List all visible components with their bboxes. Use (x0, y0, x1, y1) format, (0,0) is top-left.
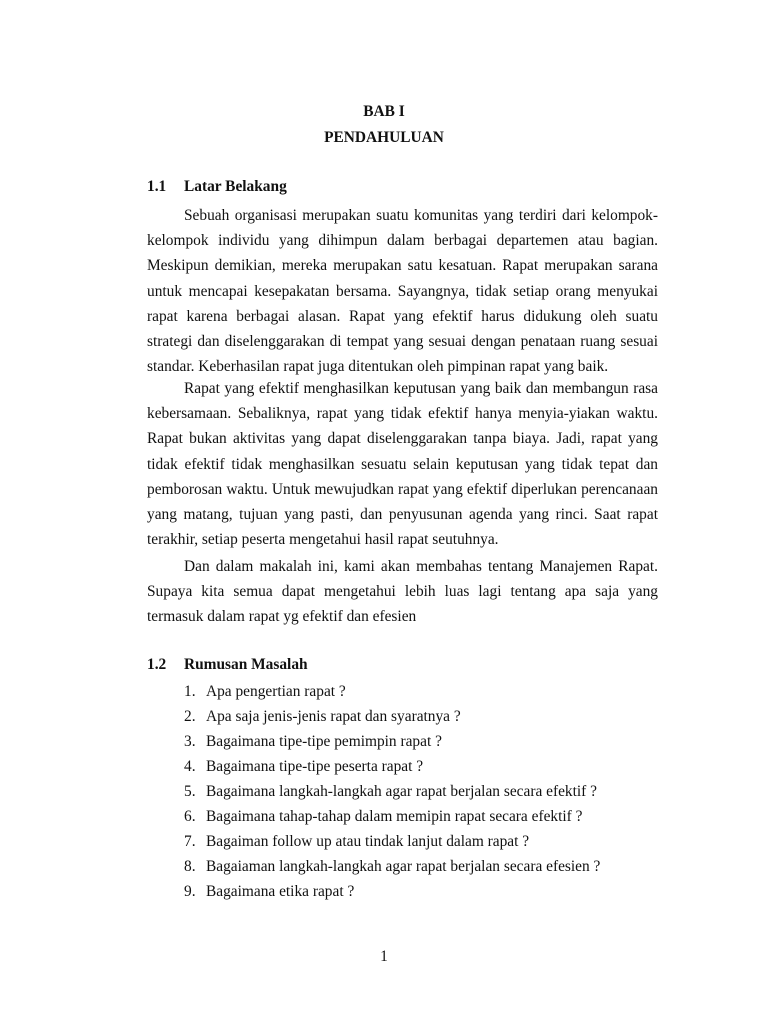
list-item: 8. Bagaiaman langkah-langkah agar rapat berjalan secara efesien ? (184, 858, 601, 875)
list-item: 7. Bagaiman follow up atau tindak lanjut dalam rapat ? (184, 833, 530, 850)
section-title: Latar Belakang (184, 178, 287, 195)
paragraph: Rapat yang efektif menghasilkan keputusan yang baik dan membangun rasa kebersamaan. Sebaliknya, rapat yang tidak efektif hanya menyia-yiakan waktu. Rapat bukan aktivitas yang dapat diselenggarakan tanpa biaya. Jadi, rapat yang tidak efektif tidak menghasilkan sesuatu selain keputusan yang tidak tepat dan pemborosan waktu. Untuk mewujudkan rapat yang efektif diperlukan perencanaan yang matang, tujuan yang pasti, dan penyusunan agenda yang rinci. Saat rapat terakhir, setiap peserta mengetahui hasil rapat seutuhnya. (147, 380, 658, 549)
problem-list (184, 679, 600, 904)
chapter-label: BAB I (363, 103, 405, 120)
list-item: 4. Bagaimana tipe-tipe peserta rapat ? (184, 758, 424, 775)
section-heading-latar-belakang (147, 178, 287, 196)
paragraph: Dan dalam makalah ini, kami akan membahas tentang Manajemen Rapat. Supaya kita semua dapat mengetahui lebih luas lagi tentang apa saja yang termasuk dalam rapat yg efektif dan efesien (147, 558, 658, 626)
section-number: 1.1 (147, 178, 167, 195)
section-heading-rumusan-masalah (147, 656, 308, 674)
list-item: 2. Apa saja jenis-jenis rapat dan syaratnya ? (184, 708, 461, 725)
list-item: 1. Apa pengertian rapat ? (184, 683, 346, 700)
section-title: Rumusan Masalah (184, 656, 308, 673)
page-number: 1 (380, 948, 388, 965)
list-item: 5. Bagaimana langkah-langkah agar rapat berjalan secara efektif ? (184, 783, 597, 800)
list-item: 9. Bagaimana etika rapat ? (184, 883, 355, 900)
chapter-title: PENDAHULUAN (324, 129, 444, 146)
list-item: 3. Bagaimana tipe-tipe pemimpin rapat ? (184, 733, 442, 750)
paragraph: Sebuah organisasi merupakan suatu komunitas yang terdiri dari kelompok-kelompok individu yang dihimpun dalam berbagai departemen atau bagian. Meskipun demikian, mereka merupakan satu kesatuan. Rapat merupakan sarana untuk mencapai kesepakatan bersama. Sayangnya, tidak setiap orang menyukai rapat karena berbagai alasan. Rapat yang efektif harus didukung oleh suatu strategi dan diselenggarakan di tempat yang sesuai dengan penataan ruang sesuai standar. Keberhasilan rapat juga ditentukan oleh pimpinan rapat yang baik. (147, 207, 658, 376)
list-item: 6. Bagaimana tahap-tahap dalam memipin rapat secara efektif ? (184, 808, 583, 825)
section-number: 1.2 (147, 656, 167, 673)
